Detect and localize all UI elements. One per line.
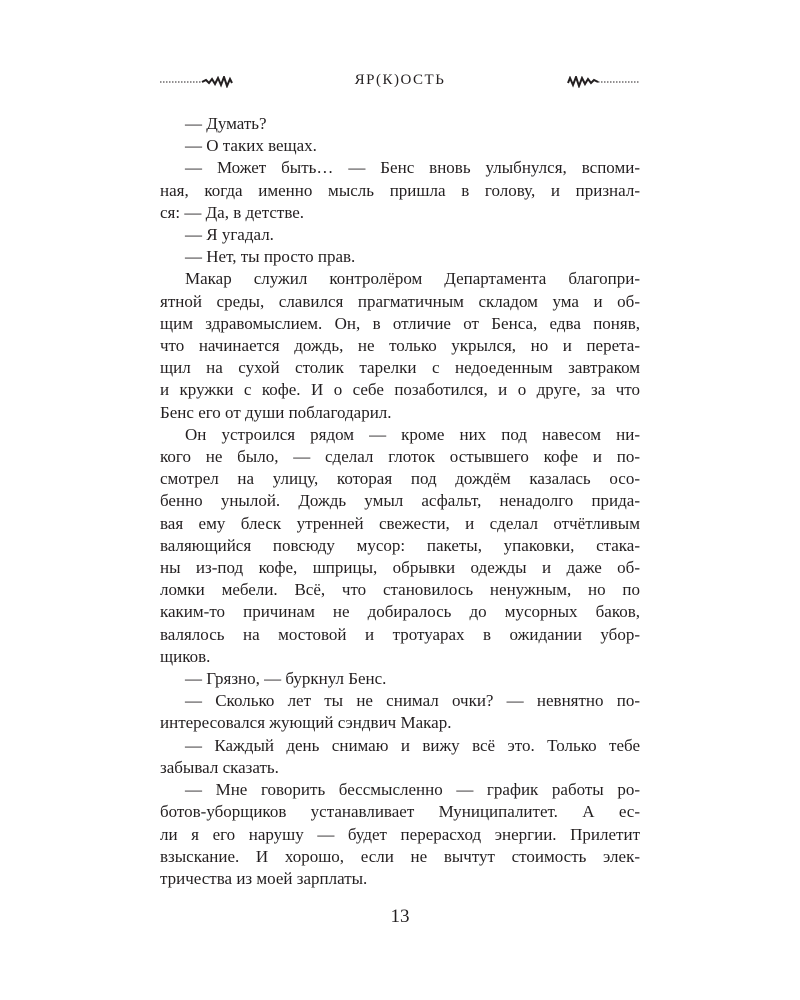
text-line: смотрел на улицу, которая под дождём казалась осо- — [160, 469, 640, 489]
text-line: ся: — Да, в детстве. — [160, 202, 305, 222]
text-line: что начинается дождь, не только укрылся, но и перета- — [160, 336, 640, 356]
text-line: — О таких вещах. — [185, 136, 317, 156]
text-line: валяющийся повсюду мусор: пакеты, упаковки, стака- — [160, 535, 640, 555]
text-line: ботов-уборщиков устанавливает Муниципалитет. А ес- — [160, 802, 640, 822]
text-line: каким-то причинам не добиралось до мусорных баков, — [160, 602, 640, 622]
page-number: 13 — [390, 906, 410, 927]
text-line: Макар служил контролёром Департамента благопри- — [185, 269, 640, 289]
text-line: Бенс его от души поблагодарил. — [160, 402, 392, 422]
text-line: — Нет, ты просто прав. — [185, 247, 356, 267]
text-line: интересовался жующий сэндвич Макар. — [160, 713, 452, 733]
text-line: забывал сказать. — [160, 757, 279, 777]
text-line: — Грязно, — буркнул Бенс. — [185, 669, 387, 689]
ornament-right-icon — [560, 76, 640, 88]
text-line: — Думать? — [185, 114, 267, 133]
text-line: ная, когда именно мысль пришла в голову, и признал- — [160, 180, 640, 200]
text-line: — Может быть… — Бенс вновь улыбнулся, вспоми- — [185, 158, 640, 178]
text-line: кого не было, — сделал глоток остывшего кофе и по- — [160, 447, 640, 467]
text-line: — Мне говорить бессмысленно — график работы ро- — [185, 780, 640, 800]
text-line: бенно унылой. Дождь умыл асфальт, ненадолго прида- — [160, 491, 640, 511]
text-line: — Каждый день снимаю и вижу всё это. Только тебе — [185, 735, 640, 755]
text-line: — Сколько лет ты не снимал очки? — невнятно по- — [185, 691, 640, 711]
text-line: Он устроился рядом — кроме них под навесом ни- — [185, 424, 640, 444]
running-header — [160, 70, 640, 94]
text-line: щил на сухой столик тарелки с недоеденным завтраком — [160, 358, 640, 378]
text-line: щиков. — [160, 646, 211, 666]
text-line: взыскание. И хорошо, если не вычтут стоимость элек- — [160, 846, 640, 866]
text-line: ны из-под кофе, шприцы, обрывки одежды и даже об- — [160, 558, 640, 578]
body-text — [160, 113, 640, 890]
text-line: вая ему блеск утренней свежести, и сделал отчётливым — [160, 513, 640, 533]
text-line: ломки мебели. Всё, что становилось ненужным, но по — [160, 580, 640, 600]
text-line: ли я его нарушу — будет перерасход энергии. Прилетит — [160, 824, 640, 844]
text-line: валялось на мостовой и тротуарах в ожидании убор- — [160, 624, 640, 644]
text-line: и кружки с кофе. И о себе позаботился, и о друге, за что — [160, 380, 640, 400]
text-line: щим здравомыслием. Он, в отличие от Бенса, едва поняв, — [160, 313, 640, 333]
book-title: ЯР(К)ОСТЬ — [354, 72, 446, 88]
text-line: тричества из моей зарплаты. — [160, 868, 368, 888]
text-line: — Я угадал. — [185, 225, 274, 245]
text-line: ятной среды, славился прагматичным складом ума и об- — [160, 291, 640, 311]
